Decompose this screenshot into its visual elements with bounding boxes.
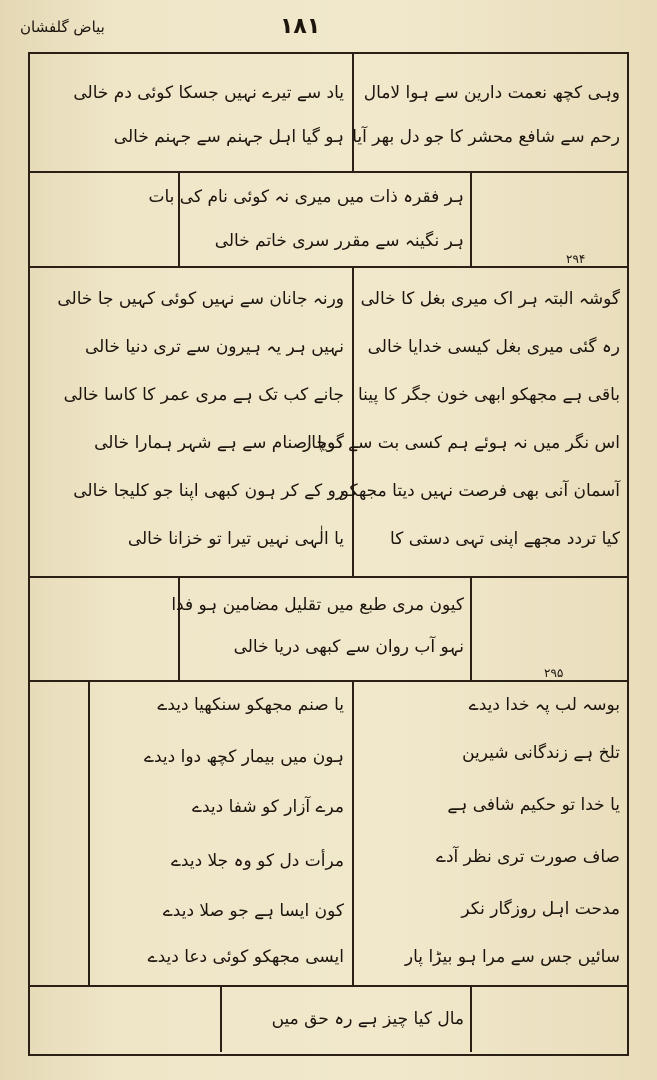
- verse-line: کیا تردد مجھے اپنی تہی دستی کا: [390, 529, 620, 549]
- column-divider: [352, 266, 354, 577]
- verse-line: مرے آزار کو شفا دیدے: [191, 797, 344, 817]
- verse-line: یا صنم مجھکو سنکھیا دیدے: [157, 695, 344, 715]
- column-divider: [470, 576, 472, 681]
- divider: [28, 171, 627, 173]
- verse-line: کیون مری طبع میں تقلیل مضامین ہو فدا: [171, 595, 464, 615]
- column-divider: [352, 680, 354, 986]
- verse-line: یا الٰہی نہیں تیرا تو خزانا خالی: [127, 529, 344, 549]
- verse-line: گوشہ البتہ ہر اک میری بغل کا خالی: [360, 289, 620, 309]
- verse-line: وہی کچھ نعمت دارین سے ہوا لامال: [363, 83, 620, 103]
- book-title: بیاض گلفشان: [20, 18, 105, 36]
- column-divider: [220, 985, 222, 1052]
- verse-line: ورنہ جانان سے نہیں کوئی کہیں جا خالی: [57, 289, 344, 309]
- column-divider: [352, 52, 354, 172]
- verse-line: باقی ہے مجھکو ابھی خون جگر کا پینا: [358, 385, 620, 405]
- verse-line: نہیں ہر یہ ہیرون سے تری دنیا خالی: [84, 337, 344, 357]
- verse-line: گویا اصنام سے ہے شہر ہمارا خالی: [94, 433, 344, 453]
- verse-line: آسمان آنی بھی فرصت نہیں دیتا مجھکو: [340, 481, 620, 501]
- column-divider: [470, 171, 472, 267]
- divider: [28, 576, 627, 578]
- verse-line: رہ گئی میری بغل کیسی خدایا خالی: [367, 337, 620, 357]
- page-number: ۱۸۱: [280, 14, 321, 39]
- verse-number-marker: ۲۹۴: [566, 252, 586, 266]
- verse-line: رحم سے شافع محشر کا جو دل بھر آیا: [352, 127, 620, 147]
- verse-line: یا خدا تو حکیم شافی ہے: [447, 795, 620, 815]
- divider: [28, 680, 627, 682]
- verse-line: اس نگر میں نہ ہوئے ہم کسی بت سے دوچار: [303, 433, 620, 453]
- verse-line: کون ایسا ہے جو صلا دیدے: [162, 901, 344, 921]
- verse-line: تلخ ہے زندگانی شیرین: [462, 743, 620, 763]
- verse-line: مال کیا چیز ہے رہ حق میں: [271, 1009, 464, 1029]
- divider: [28, 266, 627, 268]
- verse-line: رو کے کر ہون کبھی اپنا جو کلیجا خالی: [73, 481, 344, 501]
- verse-line: سائیں جس سے مرا ہو بیڑا پار: [404, 947, 620, 967]
- column-divider: [178, 576, 180, 681]
- verse-line: ہر فقرہ ذات میں میری نہ کوئی نام کی بات: [148, 187, 464, 207]
- verse-line: بوسہ لب پہ خدا دیدے: [468, 695, 620, 715]
- verse-number-marker: ۲۹۵: [544, 666, 564, 680]
- verse-line: جانے کب تک ہے مری عمر کا کاسا خالی: [63, 385, 344, 405]
- verse-line: ایسی مجھکو کوئی دعا دیدے: [147, 947, 344, 967]
- verse-line: ہو گیا اہل جہنم سے جہنم خالی: [113, 127, 344, 147]
- verse-line: ہون میں بیمار کچھ دوا دیدے: [144, 747, 344, 767]
- column-divider: [88, 680, 90, 986]
- verse-line: مرأت دل کو وہ جلا دیدے: [170, 851, 344, 871]
- verse-line: ہر نگینہ سے مقرر سری خاتم خالی: [214, 231, 464, 251]
- verse-line: یاد سے تیرے نہیں جسکا کوئی دم خالی: [73, 83, 344, 103]
- divider: [28, 985, 627, 987]
- column-divider: [470, 985, 472, 1052]
- verse-line: صاف صورت تری نظر آدے: [435, 847, 620, 867]
- verse-line: نہو آب روان سے کبھی دریا خالی: [233, 637, 464, 657]
- verse-line: مدحت اہل روزگار نکر: [461, 899, 620, 919]
